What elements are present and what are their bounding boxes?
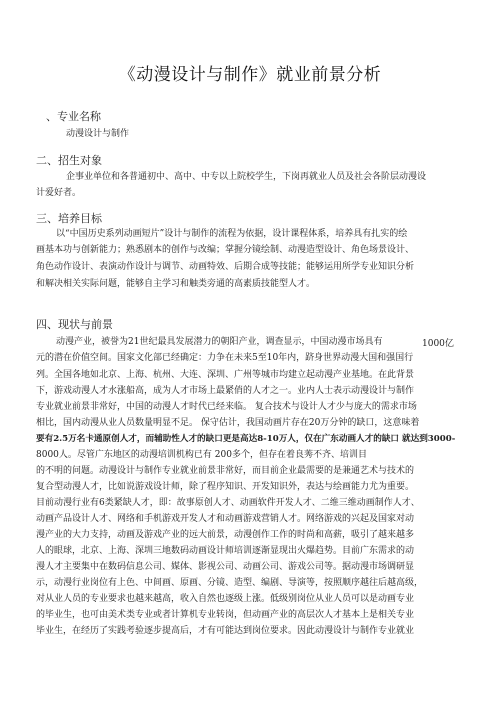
section-body-line: 人的眼球，北京、上海、深圳三地数码动画设计师培训逐渐显现出火爆趋势。目前广东需求的动	[36, 546, 415, 556]
section-body-line: 和解决相关实际问题，能够自主学习和触类旁通的高素质技能型人才。	[36, 279, 316, 289]
section-body-line: 画基本功与创新能力；熟悉剧本的创作与改编；掌握分镜绘制、动漫造型设计、角色场景设计、	[36, 245, 415, 255]
market-value-figure: 1000亿	[422, 339, 454, 349]
section-body-line: 漫人才主要集中在数码信息公司、媒体、影视公司、动画公司、游戏公司等。据动漫市场调研显	[36, 562, 415, 572]
section-body-line: 要有2.5万名卡通原创人才，而辅助性人才的缺口更是高达8-10万人，仅在广东动画人才的缺口 就达到3000-	[36, 434, 456, 444]
section-body-line: 的毕业生，也可由美术类专业或者计算机专业转岗，但动画产业的高层次人才基本上是相关专业	[36, 610, 415, 620]
document-title: 《动漫设计与制作》就业前景分析	[118, 65, 382, 85]
section-body-line: 相比，国内动漫从业人员数量明显不足。 保守估计，我国动画片存在20万分钟的缺口，这意味着	[36, 418, 420, 428]
section-heading-outlook: 四、现状与前景	[36, 318, 113, 331]
section-body-line: 的不明的问题。动漫设计与制作专业就业前景非常好，而目前企业最需要的是兼通艺术与技术的	[36, 466, 415, 476]
section-body-line: 以“中国历史系列动画短片”设计与制作的流程为依据，设计课程体系，培养具有扎实的绘	[56, 229, 408, 239]
section-body-line: 专业就业前景非常好，中国的动漫人才时代已经来临。 复合技术与设计人才少与庞大的需求市场	[36, 402, 417, 412]
section-body-line: 8000人。尽管广东地区的动漫培训机构已有 200多个，但存在着良莠不齐、培训目	[36, 450, 367, 460]
section-body-line: 漫产业的大力支持，动画及游戏产业的远大前景，动漫创作工作的时尚和高薪，吸引了越来越多	[36, 530, 415, 540]
section-body-line: 对从业人员的专业要求也越来越高，收入自然也逐级上涨。低级别岗位从业人员可以是动画专业	[36, 594, 415, 604]
section-body-line: 元的潜在价值空间。国家文化部已经确定：力争在未来5至10年内，跻身世界动漫大国和强国行	[36, 353, 414, 363]
section-body-line: 复合型动漫人才，比如说游戏设计师，除了程序知识、开发知识外，表达与绘画能力尤为重要。	[36, 482, 415, 492]
section-body-line: 企事业单位和各普通初中、高中、中专以上院校学生，下岗再就业人员及社会各阶层动漫设	[66, 172, 427, 182]
section-body-line: 毕业生，在经历了实践考验逐步提高后，才有可能达到岗位要求。因此动漫设计与制作专业就业	[36, 626, 415, 636]
section-body-line: 角色动作设计、表演动作设计与调节、动画特效、后期合成等技能；能够运用所学专业知识分析	[36, 262, 415, 272]
section-body-line: 目前动漫行业有6类紧缺人才，即：故事原创人才、动画软件开发人才、二维三维动画制作人才、	[36, 498, 420, 508]
section-body-line: 示，动漫行业岗位有上色、中间画、原画、分镜、造型、编剧、导演等，按照顺序越往后越高级，	[36, 578, 424, 588]
section-body-line: 计爱好者。	[36, 188, 82, 198]
section-body-line: 列。全国各地如北京、上海、杭州、大连、深圳、广州等城市均建立起动漫产业基地。在此背景	[36, 370, 415, 380]
section-body-line: 动漫设计与制作	[66, 129, 130, 139]
section-body-line: 动漫产业，被誉为21世纪最具发展潜力的朝阳产业，调查显示，中国动漫市场具有	[56, 337, 383, 347]
section-heading-enrollment: 二、招生对象	[36, 154, 102, 167]
section-heading-major: 、专业名称	[46, 110, 101, 123]
section-body-line: 动画产品设计人才、网络和手机游戏开发人才和动画游戏营销人才。网络游戏的兴起及国家对动	[36, 514, 415, 524]
section-body-line: 下，游戏动漫人才水涨船高，成为人才市场上最紧俏的人才之一。业内人士表示动漫设计与制作	[36, 386, 415, 396]
section-heading-goals: 三、培养目标	[36, 212, 102, 225]
